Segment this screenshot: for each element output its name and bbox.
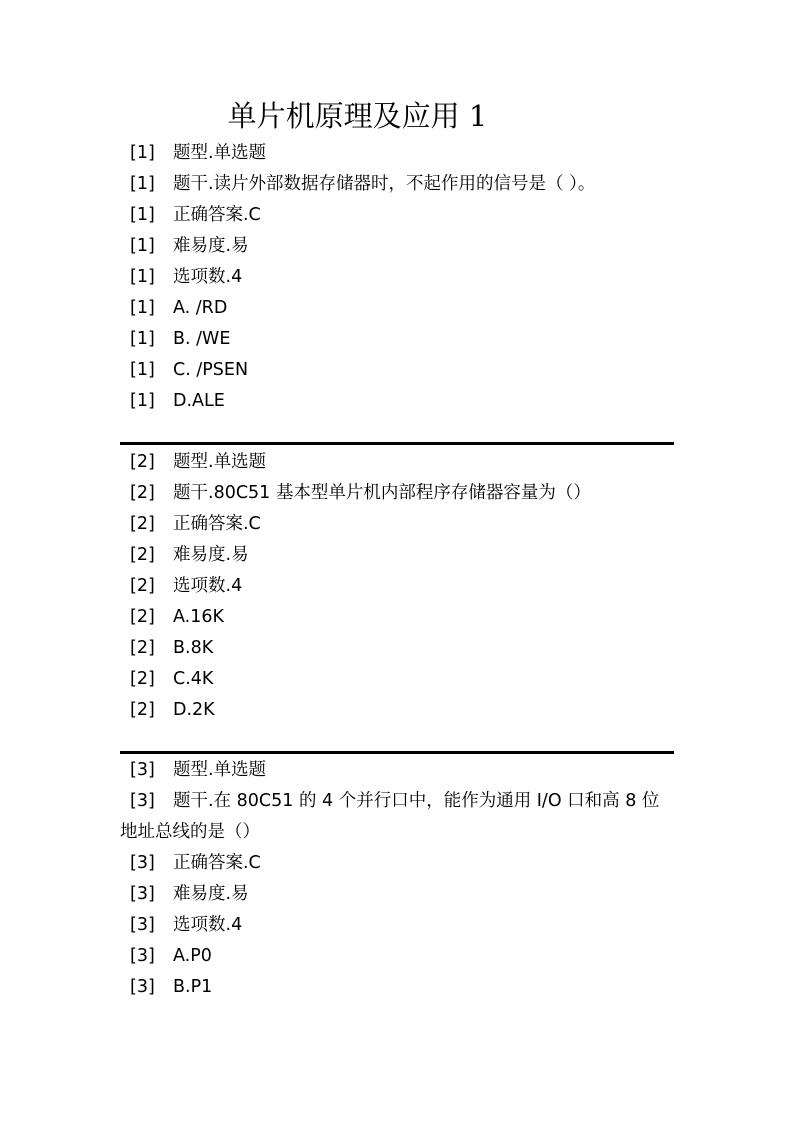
question-number: [3]: [130, 977, 155, 997]
document-title: 单片机原理及应用 1: [227, 99, 488, 133]
question-line: [120, 910, 680, 941]
question-number: [1]: [130, 174, 155, 194]
question-line: [120, 695, 680, 726]
section-divider: [120, 751, 674, 754]
question-type: 题型.单选题: [173, 760, 267, 780]
question-line: [120, 138, 680, 169]
option-a: A.P0: [173, 946, 212, 966]
option-a: A. /RD: [173, 298, 228, 318]
question-line: [120, 169, 680, 200]
question-line: [120, 848, 680, 879]
question-line: [120, 602, 680, 633]
correct-answer: 正确答案.C: [173, 205, 261, 225]
question-line: [120, 571, 680, 602]
option-b: B.P1: [173, 977, 213, 997]
question-number: [2]: [130, 576, 155, 596]
question-line: [120, 231, 680, 262]
option-count: 选项数.4: [173, 915, 243, 935]
question-type: 题型.单选题: [173, 143, 267, 163]
question-stem-continuation: 地址总线的是（）: [120, 822, 260, 842]
question-number: [1]: [130, 267, 155, 287]
question-stem: 题干.读片外部数据存储器时，不起作用的信号是（ ）。: [173, 174, 596, 194]
question-number: [3]: [130, 915, 155, 935]
question-line: [120, 293, 680, 324]
option-d: D.2K: [173, 700, 215, 720]
question-number: [2]: [130, 669, 155, 689]
question-line: [120, 386, 680, 417]
question-number: [2]: [130, 483, 155, 503]
question-line: [120, 540, 680, 571]
question-stem: 题干.在 80C51 的 4 个并行口中，能作为通用 I/O 口和高 8 位: [173, 791, 660, 811]
question-line: [120, 941, 680, 972]
question-line: [120, 633, 680, 664]
option-c: C.4K: [173, 669, 214, 689]
question-number: [1]: [130, 205, 155, 225]
option-count: 选项数.4: [173, 576, 243, 596]
question-number: [1]: [130, 391, 155, 411]
question-line: [120, 817, 680, 848]
question-line: [120, 200, 680, 231]
question-line: [120, 324, 680, 355]
question-number: [2]: [130, 545, 155, 565]
option-a: A.16K: [173, 607, 224, 627]
difficulty: 难易度.易: [173, 884, 249, 904]
question-type: 题型.单选题: [173, 452, 267, 472]
question-number: [2]: [130, 514, 155, 534]
difficulty: 难易度.易: [173, 545, 249, 565]
question-line: [120, 478, 680, 509]
question-stem: 题干.80C51 基本型单片机内部程序存储器容量为（）: [173, 483, 591, 503]
question-line: [120, 262, 680, 293]
option-count: 选项数.4: [173, 267, 243, 287]
question-line: [120, 664, 680, 695]
correct-answer: 正确答案.C: [173, 514, 261, 534]
question-number: [2]: [130, 452, 155, 472]
correct-answer: 正确答案.C: [173, 853, 261, 873]
question-number: [3]: [130, 853, 155, 873]
option-c: C. /PSEN: [173, 360, 249, 380]
question-number: [2]: [130, 700, 155, 720]
question-line: [120, 355, 680, 386]
question-block-3: [120, 755, 680, 1003]
question-block-1: [120, 138, 680, 417]
question-line: [120, 879, 680, 910]
question-line: [120, 786, 680, 817]
question-number: [3]: [130, 791, 155, 811]
question-line: [120, 509, 680, 540]
question-number: [2]: [130, 607, 155, 627]
question-line: [120, 447, 680, 478]
option-b: B.8K: [173, 638, 214, 658]
section-divider: [120, 442, 674, 445]
difficulty: 难易度.易: [173, 236, 249, 256]
question-block-2: [120, 447, 680, 726]
question-number: [3]: [130, 946, 155, 966]
question-number: [3]: [130, 884, 155, 904]
question-line: [120, 755, 680, 786]
question-number: [1]: [130, 329, 155, 349]
option-d: D.ALE: [173, 391, 225, 411]
question-number: [1]: [130, 236, 155, 256]
question-number: [1]: [130, 360, 155, 380]
question-number: [1]: [130, 298, 155, 318]
option-b: B. /WE: [173, 329, 231, 349]
question-number: [2]: [130, 638, 155, 658]
question-number: [3]: [130, 760, 155, 780]
question-line: [120, 972, 680, 1003]
question-number: [1]: [130, 143, 155, 163]
